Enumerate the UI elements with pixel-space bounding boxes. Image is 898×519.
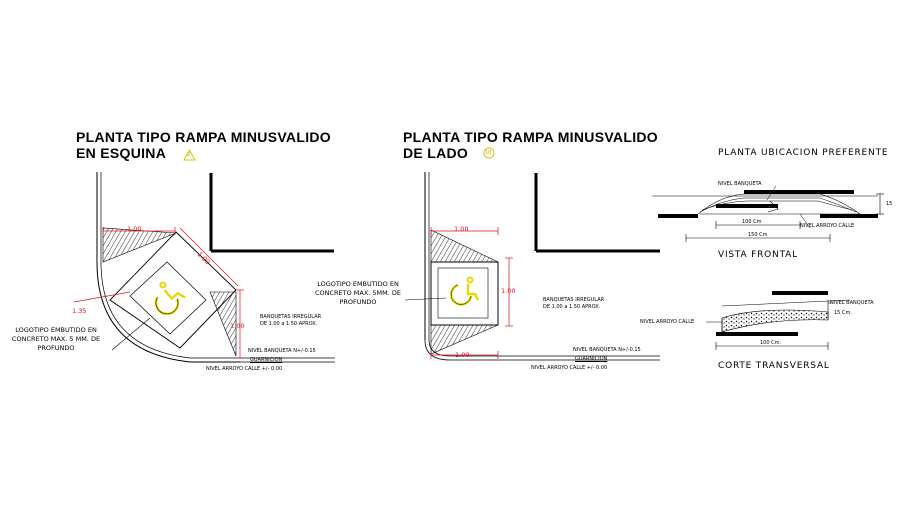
left-logo-note-line2: CONCRETO MAX. 5 MM. DE [11, 335, 101, 343]
left-logo-note-line3: PROFUNDO [37, 344, 75, 352]
section-lower-slab [716, 332, 798, 336]
sidewalk-curb [97, 172, 335, 362]
mid-logo-note-line3: PROFUNDO [339, 298, 377, 306]
front-upper-slab [744, 190, 854, 194]
front-right-slab [820, 214, 878, 218]
left-marker-label: 2 [187, 152, 191, 158]
left-banquetas-line2: DE 1.00 a 1.50 APROX. [260, 321, 318, 327]
left-dim-diag: 1.00 [195, 250, 212, 267]
left-nivel-banqueta: NIVEL BANQUETA N+/-0.15 [248, 348, 316, 354]
front-left-slab [658, 214, 698, 218]
left-nivel-arroyo: NIVEL ARROYO CALLE +/- 0.00 [206, 366, 283, 372]
left-dim-right: 1.00 [230, 322, 245, 330]
mid-marker-label: 10 [485, 150, 492, 156]
ramp-wing-bottom [431, 325, 498, 354]
mid-banquetas-note [543, 297, 604, 311]
mid-logo-note-line2: CONCRETO MAX. 5MM. DE [314, 289, 402, 297]
section-nivel-arroyo: NIVEL ARROYO CALLE [640, 319, 695, 325]
section-dim-15: 15 Cm. [834, 310, 852, 316]
left-title-line1: PLANTA TIPO RAMPA MINUSVALIDO [76, 129, 331, 145]
mid-nivel-arroyo: NIVEL ARROYO CALLE +/- 0.00 [531, 365, 608, 371]
left-guarnicion: GUARNICION [250, 357, 283, 363]
building-walls-mid [536, 173, 660, 251]
mid-dim-right: 1.00 [501, 287, 516, 295]
left-banquetas-line1: BANQUETAS IRREGULAR [260, 314, 322, 320]
left-banquetas-note [260, 314, 321, 328]
ramp-surface-square [431, 262, 498, 325]
mid-dim-top: 1.00 [454, 225, 469, 233]
section-dim-100: 100 Cm. [760, 340, 782, 346]
section-nivel-banqueta: NIVEL BANQUETA [830, 300, 874, 306]
mid-title-line1: PLANTA TIPO RAMPA MINUSVALIDO [403, 129, 658, 145]
mid-dim-bottom: 1.00 [455, 351, 470, 359]
left-title-line2: EN ESQUINA [76, 145, 167, 161]
corte-transversal-label: CORTE TRANSVERSAL [718, 361, 830, 371]
front-dim-100: 100 Cm [742, 219, 762, 225]
mid-logo-note-line1: LOGOTIPO EMBUTIDO EN [317, 280, 399, 288]
mid-guarnicion: GUARNICION [575, 356, 608, 362]
mid-banquetas-line2: DE 1.00 a 1.50 APROX. [543, 304, 601, 310]
mid-title-line2: DE LADO [403, 145, 469, 161]
vista-frontal-label: VISTA FRONTAL [718, 250, 798, 260]
left-logo-note [4, 326, 108, 353]
building-corner-walls [211, 173, 334, 251]
side-ramp-plan [405, 148, 660, 360]
front-nivel-banqueta: NIVEL BANQUETA [718, 181, 762, 187]
ramp-wing-top [431, 230, 498, 262]
section-upper-slab [772, 291, 828, 295]
left-logo-note-line1: LOGOTIPO EMBUTIDO EN [15, 326, 97, 334]
front-dim-15: 15 [886, 201, 893, 207]
left-dim-left: 1.35 [72, 307, 87, 315]
mid-banquetas-line1: BANQUETAS IRREGULAR [543, 297, 605, 303]
mid-logo-note [306, 280, 410, 307]
left-dim-top: 1.00 [127, 225, 142, 233]
right-title: PLANTA UBICACION PREFERENTE [718, 148, 889, 158]
front-nivel-arroyo: NIVEL ARROYO CALLE [800, 223, 855, 229]
front-dim-150: 150 Cm [748, 232, 768, 238]
mid-nivel-banqueta: NIVEL BANQUETA N+/-0.15 [573, 347, 641, 353]
front-view [652, 186, 884, 242]
